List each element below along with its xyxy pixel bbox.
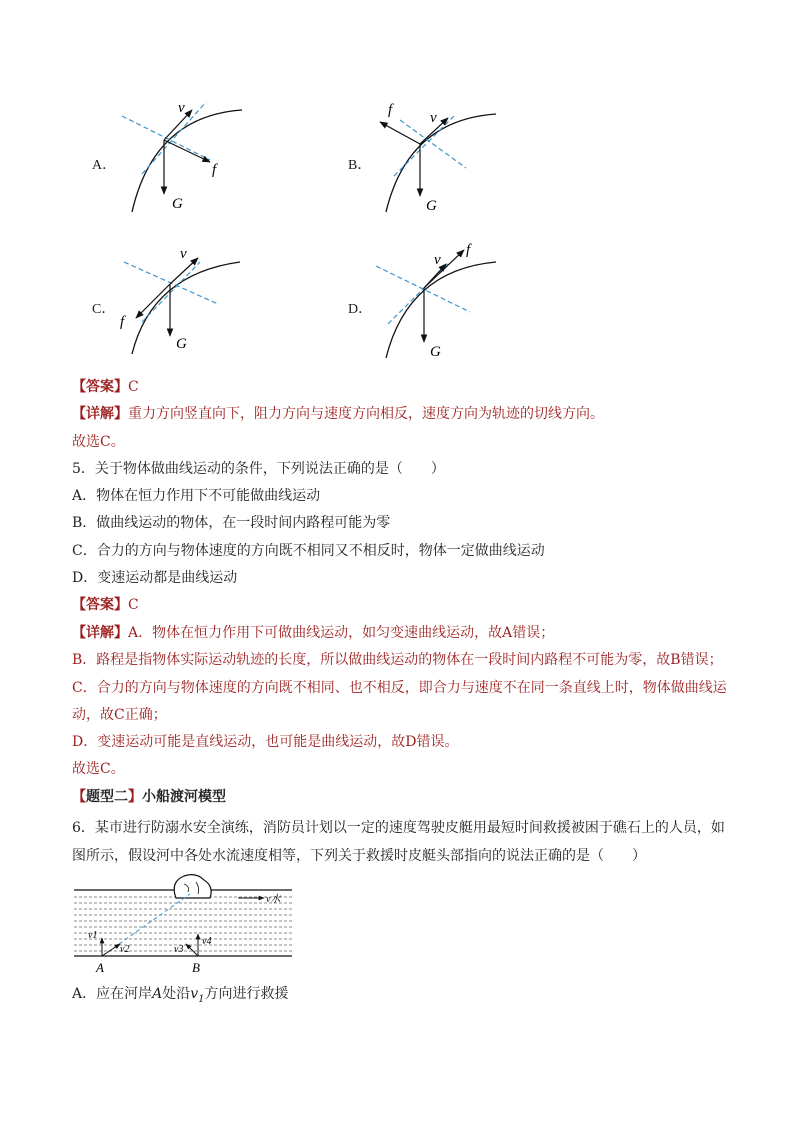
detail-tag: 【详解】 [72,406,128,422]
v1-label: v1 [88,930,98,941]
water-lines [74,897,292,951]
g-label: G [426,198,437,214]
f-label: f [388,102,393,118]
g-label: G [176,336,187,352]
q5-detail-line-2: B．路程是指物体实际运动轨迹的长度，所以做曲线运动的物体在一段时间内路程不可能为零，故B错误； [72,652,723,668]
v3-label: v3 [174,944,184,955]
rock [174,875,211,898]
friction-arrow [424,250,464,288]
answer-value: C [128,379,139,395]
friction-arrow [136,284,170,318]
option-b-label: B． [348,158,372,173]
detail-text: 重力方向竖直向下，阻力方向与速度方向相反，速度方向为轨迹的切线方向。 [128,406,604,422]
figure-d [372,240,502,364]
friction-arrow [164,140,210,162]
tangent-dashed-line [388,262,450,324]
q5-answer [72,595,139,615]
q5-detail-line-1 [72,623,554,643]
option-d-label: D． [348,302,373,317]
option-c-label: C． [92,302,116,317]
river-figure [72,872,294,984]
option-a-label: A． [92,158,117,173]
v2-arrow [102,944,120,956]
v-water-label: v水 [266,894,281,905]
q4-answer [72,377,139,397]
answer-tag: 【答案】 [72,597,128,613]
v-label: v [180,246,187,262]
q5-stem: 5．关于物体做曲线运动的条件，下列说法正确的是（ ） [72,461,445,477]
q5-option-d: D．变速运动都是曲线运动 [72,570,238,586]
q6-stem-line-2: 图所示，假设河中各处水流速度相等，下列关于救援时皮艇头部指向的说法正确的是（ ） [72,848,646,864]
g-label: G [430,344,441,360]
f-label: f [212,162,217,178]
section-title: 题型二 [86,789,128,805]
q5-option-c: C．合力的方向与物体速度的方向既不相同又不相反时，物体一定做曲线运动 [72,543,545,559]
figure-c [118,238,248,362]
v3-arrow [186,944,198,956]
v-label: v [430,110,437,126]
section-bracket-close: 】 [128,789,142,805]
v2-label: v2 [120,944,130,955]
f-label: f [120,314,125,330]
v-label: v [178,100,185,116]
q5-option-b: B．做曲线运动的物体，在一段时间内路程可能为零 [72,515,391,531]
figure-b [372,96,502,220]
q4-conclusion: 故选C。 [72,434,125,450]
tangent-dashed-line [142,102,206,174]
answer-value: C [128,597,139,613]
q5-detail-line-4: 动，故C正确； [72,707,167,723]
answer-tag: 【答案】 [72,379,128,395]
v4-label: v4 [202,936,212,947]
q5-detail-line-3: C．合力的方向与物体速度的方向既不相同、也不相反，即合力与速度不在同一条直线上时，物体做曲线运 [72,680,727,696]
section-name: 小船渡河模型 [142,789,226,805]
q4-detail [72,404,604,424]
point-a-label: A [96,960,104,975]
q6-stem-line-1: 6．某市进行防溺水安全演练，消防员计划以一定的速度驾驶皮艇用最短时间救援被困于礁石上的人员，如 [72,820,725,836]
section-heading [72,787,226,807]
q6-option-a: A．应在河岸A处沿$v_1$方向进行救援 [72,986,289,1005]
f-label: f [466,242,471,258]
detail-text: A．物体在恒力作用下可做曲线运动，如匀变速曲线运动，故A错误； [128,625,555,641]
point-b-label: B [192,960,200,975]
normal-dashed-line [400,120,466,168]
figure-a [120,96,250,220]
v-label: v [434,252,441,268]
friction-arrow [380,122,420,144]
g-label: G [172,196,183,212]
q5-option-a: A．物体在恒力作用下不可能做曲线运动 [72,488,321,504]
tangent-dashed-line [394,116,454,176]
section-bracket-open: 【 [72,789,86,805]
q5-conclusion: 故选C。 [72,761,125,777]
detail-tag: 【详解】 [72,625,128,641]
q5-detail-line-5: D．变速运动可能是直线运动，也可能是曲线运动，故D错误。 [72,734,459,750]
trajectory-curve [132,110,242,212]
